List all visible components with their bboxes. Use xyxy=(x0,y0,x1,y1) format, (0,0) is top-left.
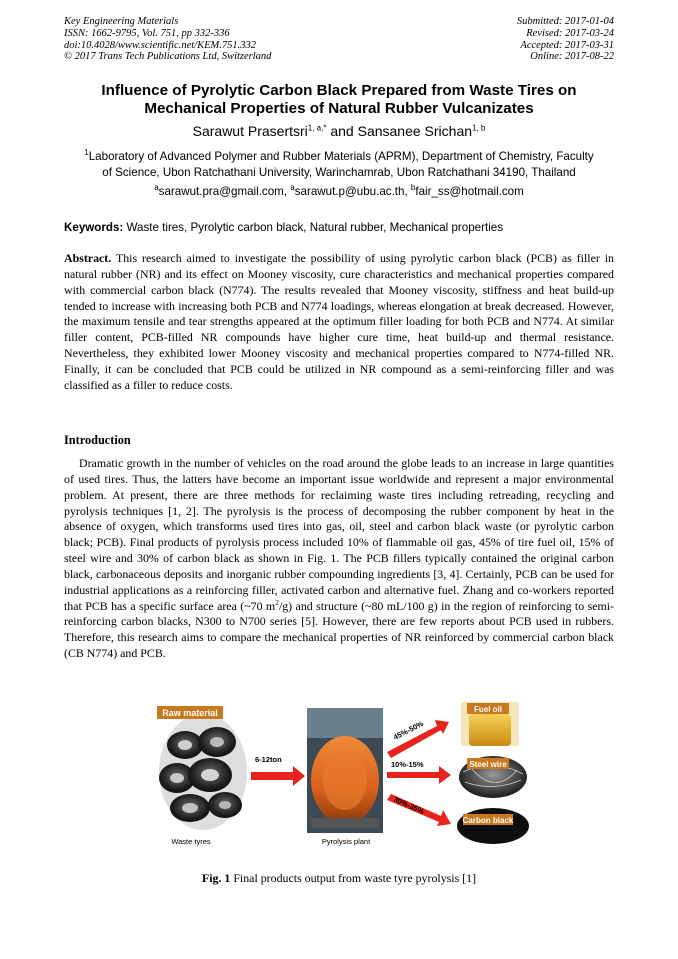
figure-1 xyxy=(155,700,545,860)
pyrolysis-plant-image xyxy=(307,708,383,846)
carbon-percentage-label: 30%-35% xyxy=(392,794,426,817)
submitted-date: Submitted: 2017-01-04 xyxy=(516,16,614,27)
online-date: Online: 2017-08-22 xyxy=(530,51,614,63)
abstract-label: Abstract. xyxy=(64,251,112,265)
oil-percentage-label: 45%-50% xyxy=(391,718,425,742)
author-1: Sarawut Prasertsri xyxy=(192,123,308,139)
email-mark-a: a xyxy=(154,183,159,193)
issn-line: ISSN: 1662-9795, Vol. 751, pp 332-336 xyxy=(64,27,230,39)
email-2[interactable]: sarawut.p@ubu.ac.th, xyxy=(294,185,411,198)
steel-wire-image xyxy=(459,756,527,798)
keywords-text: Waste tires, Pyrolytic carbon black, Natural rubber, Mechanical properties xyxy=(123,221,504,234)
waste-tyres-image xyxy=(157,706,247,846)
steel-percentage-label: 10%-15% xyxy=(391,760,424,769)
copyright-line: © 2017 Trans Tech Publications Ltd, Switzerland xyxy=(64,51,272,63)
affiliation xyxy=(56,149,622,181)
author-2: Sansanee Srichan xyxy=(357,123,473,139)
keywords xyxy=(64,220,624,235)
raw-material-label: Raw material xyxy=(162,708,218,718)
author-1-affiliation-mark: 1, a,* xyxy=(307,123,327,133)
output-arrow-carbon xyxy=(387,794,451,826)
abstract-text: This research aimed to investigate the possibility of using pyrolytic carbon black (PCB) as filler in natural rubber (NR) and its effect on Mooney viscosity, cure characteristics and mechanical properties compared with commercial carbon black (N774). The results revealed that Mooney viscosity, stiffness and heat build-up tended to increase with increasing both PCB and N774 loadings, whereas elongation at break decreased. However, the maximum tensile and tear strengths appeared at the optimum filler loading for both PCB and N774. At similar filler content, PCB-filled NR compounds have higher cure time, heat build-up and thermal resistance. Nevertheless, they exhibited lower Mooney viscosity and mechanical properties compared to N774-filled NR. Finally, it can be concluded that PCB could be utilized in NR compound as a semi-reinforcing filler and was classified as a filler to reduce costs. xyxy=(64,251,614,392)
waste-tyres-label: Waste tyres xyxy=(171,837,211,846)
email-3[interactable]: fair_ss@hotmail.com xyxy=(415,185,524,198)
publication-dates xyxy=(517,16,614,63)
doi-line[interactable]: doi:10.4028/www.scientific.net/KEM.751.332 xyxy=(64,39,256,51)
revised-date: Revised: 2017-03-24 xyxy=(526,27,614,39)
journal-metadata xyxy=(64,16,271,63)
affiliation-mark: 1 xyxy=(84,148,89,158)
intro-text-part-1: Dramatic growth in the number of vehicles on the road around the globe leads to an increase in large quantities of used tires. Thus, the latters have become an important issue worldwide and represent a major environmental problem. At present, there are three methods for reclaiming waste tires including retreading, recycling and pyrolysis techniques [1, 2]. The pyrolysis is the process of decomposing the rubber component by heat in the absence of oxygen, which transforms used tires into gas, oil, steel and carbon black waste (or pyrolytic carbon black; PCB). Final products of pyrolysis process included 10% of flammable oil gas, 45% of tire fuel oil, 15% of steel wire and 30% of carbon black as shown in Fig. 1. The PCB fillers typically contained the original carbon black, carbonaceous deposits and inorganic rubber compounding ingredients [3, 4]. Certainly, PCB can be used for industrial applications as a reinforcing filler, activated carbon and alternative fuel. Zhang and co-workers reported that PCB has a specific surface area (~70 m xyxy=(64,456,614,613)
author-emails xyxy=(40,184,638,199)
steel-wire-label: Steel wire xyxy=(469,760,507,769)
pyrolysis-diagram xyxy=(155,700,545,860)
journal-name: Key Engineering Materials xyxy=(64,16,179,27)
intro-text-part-2: /g) and structure (~80 mL/100 g) in the region of reinforcing to semi-reinforcing carbon blacks, N300 to N700 series [5]. However, there are few reports about PCB used in rubbers. Therefore, this research aims to compare the mechanical properties of NR reinforced by commercial carbon black (CB N774) and PCB. xyxy=(64,598,614,661)
pyrolysis-plant-label: Pyrolysis plant xyxy=(321,837,371,846)
author-conjunction: and xyxy=(326,123,358,139)
carbon-black-image xyxy=(457,808,529,844)
figure-caption-label: Fig. 1 xyxy=(201,871,231,885)
email-mark-b: b xyxy=(410,183,416,193)
abstract xyxy=(64,251,614,394)
feed-arrow xyxy=(251,755,305,786)
fuel-oil-image xyxy=(461,702,519,746)
affiliation-line-2: of Science, Ubon Ratchathani University, Warinchamrab, Ubon Ratchathani 34190, Thailand xyxy=(102,166,576,179)
author-list xyxy=(40,122,638,140)
fuel-oil-label: Fuel oil xyxy=(474,705,502,714)
title-line-2: Mechanical Properties of Natural Rubber Vulcanizates xyxy=(144,100,534,117)
carbon-black-label: Carbon black xyxy=(462,816,514,825)
affiliation-line-1: Laboratory of Advanced Polymer and Rubber Materials (APRM), Department of Chemistry, Faculty xyxy=(88,150,594,163)
output-arrow-steel xyxy=(387,760,451,784)
keywords-label: Keywords: xyxy=(64,221,124,234)
figure-caption-text: Final products output from waste tyre pyrolysis [1] xyxy=(230,871,477,885)
email-mark-a-2: a xyxy=(290,183,295,193)
introduction-heading: Introduction xyxy=(64,433,131,447)
paper-title xyxy=(40,82,638,118)
output-arrow-oil xyxy=(387,719,449,758)
author-2-affiliation-mark: 1, b xyxy=(472,123,486,133)
introduction-paragraph xyxy=(64,456,614,662)
figure-caption xyxy=(40,871,638,886)
intro-superscript: 2 xyxy=(275,597,279,607)
feed-tonnage-label: 6-12ton xyxy=(255,755,282,764)
accepted-date: Accepted: 2017-03-31 xyxy=(520,39,614,51)
email-1[interactable]: sarawut.pra@gmail.com, xyxy=(158,185,291,198)
title-line-1: Influence of Pyrolytic Carbon Black Prepared from Waste Tires on xyxy=(101,82,577,99)
